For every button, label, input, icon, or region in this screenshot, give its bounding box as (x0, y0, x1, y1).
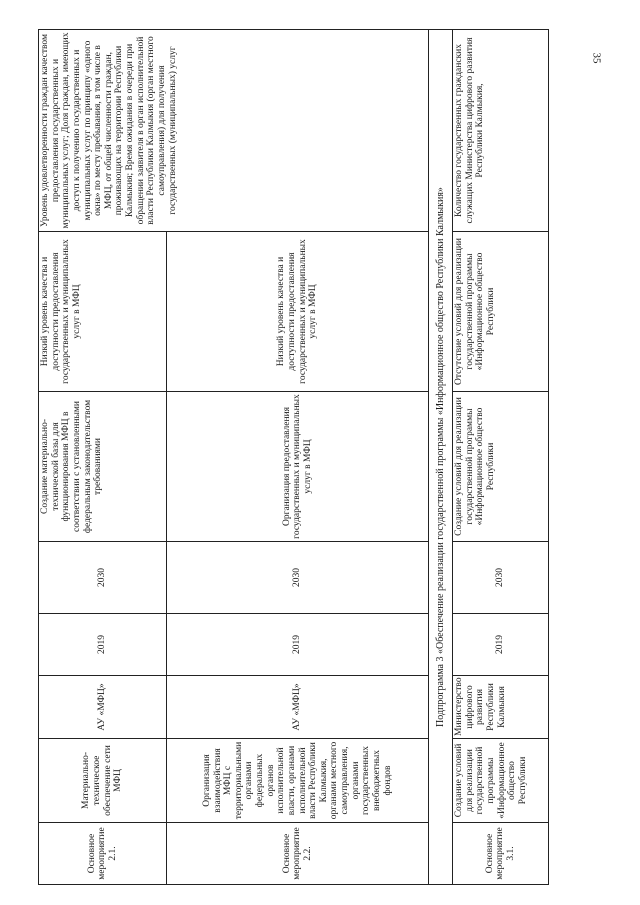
event-name-cell: Материально-техническое обеспечение сети МФЦ (39, 739, 167, 823)
expected-result-cell: Организация предоставления государственных и муниципальных услуг в МФЦ (167, 392, 429, 542)
event-number-cell: Основное мероприятие 2.1. (39, 823, 167, 885)
event-name-cell: Создание условий для реализации государственной программы «Информационное общество Республики (453, 739, 549, 823)
event-number-cell: Основное мероприятие 3.1. (453, 823, 549, 885)
subprogram-header-row (429, 30, 453, 885)
end-year-cell: 2030 (453, 542, 549, 614)
consequence-cell: Низкий уровень качества и доступности предоставления государственных и муниципальных услуг в МФЦ (167, 232, 429, 392)
rotated-table-container (38, 30, 548, 885)
event-name-cell: Организация взаимодействия МФЦ с территориальными органами федеральных органов исполнительной власти, органами исполнительной власти Республики Калмыкия, органами местного самоуправления, органами государственных внебюджетных фондов (167, 739, 429, 823)
start-year-cell: 2019 (39, 614, 167, 676)
expected-result-cell: Создание условий для реализации государственной программы «Информационное общество Республики (453, 392, 549, 542)
event-number-cell: Основное мероприятие 2.2. (167, 823, 429, 885)
executor-cell: АУ «МФЦ» (39, 676, 167, 739)
consequence-cell: Отсутствие условий для реализации государственной программы «Информационное общество Республики (453, 232, 549, 392)
executor-cell: Министерство цифрового развития Республики Калмыкия (453, 676, 549, 739)
expected-result-cell: Создание материально-технической базы для функционирования МФЦ в соответствии с установленными федеральным законодательством требованиями (39, 392, 167, 542)
table-row (453, 30, 549, 885)
indicator-cell: Количество государственных гражданских служащих Министерства цифрового развития Республики Калмыкия, (453, 30, 549, 232)
executor-cell: АУ «МФЦ» (167, 676, 429, 739)
end-year-cell: 2030 (167, 542, 429, 614)
indicator-cell: Уровень удовлетворенности граждан качеством предоставления государственных и муниципальных услуг; Доля граждан, имеющих доступ к получению государственных и муниципальных услуг по принципу «одного окна» по месту пребывания, в том числе в МФЦ, от общей численности граждан, проживающих на территории Республики Калмыкия; Время ожидания в очереди при обращении заявителя в орган исполнительной власти Республики Калмыкия (орган местного самоуправления) для получения государственных (муниципальных) услуг (39, 30, 429, 232)
start-year-cell: 2019 (453, 614, 549, 676)
table-row (39, 30, 167, 885)
page-number: 35 (590, 52, 603, 64)
subprogram-title: Подпрограмма 3 «Обеспечение реализации государственной программы «Информационное общество Республики Калмыкия» (429, 30, 453, 885)
program-events-table (38, 29, 549, 885)
consequence-cell: Низкий уровень качества и доступности предоставления государственных и муниципальных услуг в МФЦ (39, 232, 167, 392)
end-year-cell: 2030 (39, 542, 167, 614)
start-year-cell: 2019 (167, 614, 429, 676)
